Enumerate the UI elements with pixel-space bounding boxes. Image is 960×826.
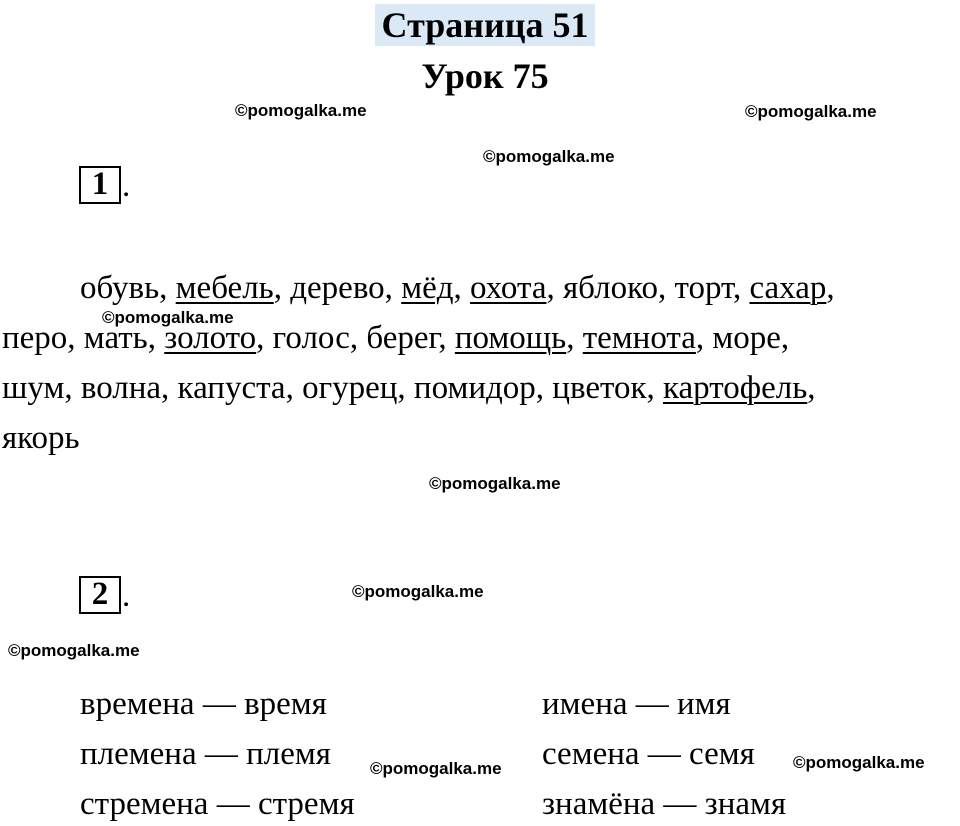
exercise-2-number-dot: . [122,578,131,614]
watermark: ©pomogalka.me [745,102,877,121]
word-text: , [566,320,583,356]
watermark: ©pomogalka.me [793,753,925,772]
underlined-word: картофель [663,370,808,406]
underlined-word: помощь [454,320,567,356]
word-pair-left: времена — время [80,686,327,722]
word-text: шум, волна, капуста, огурец, помидор, цветок, [2,370,663,406]
word-pair-left: племена — племя [80,736,331,772]
word-text: якорь [2,420,80,456]
watermark: ©pomogalka.me [102,308,234,327]
word-pair-right: имена — имя [542,686,731,722]
exercise-2-number: 2 [79,576,121,614]
word-text: , яблоко, торт, [546,270,750,306]
underlined-word: охота [470,270,547,306]
exercise-1-line-2 [2,318,789,358]
watermark: ©pomogalka.me [352,582,484,601]
exercise-1-line-1 [80,268,835,308]
word-text: , [826,270,835,306]
underlined-word: сахар [749,270,827,306]
lesson-title: Урок 75 [421,56,549,96]
exercise-1-line-3 [2,368,816,408]
word-text: , море, [695,320,790,356]
exercise-1-number-dot: . [122,168,131,204]
word-text: , [807,370,816,406]
underlined-word: мебель [175,270,274,306]
page-title: Страница 51 [375,4,595,46]
word-pair-left: стремена — стремя [80,786,355,822]
watermark: ©pomogalka.me [483,147,615,166]
exercise-1-number: 1 [79,166,121,204]
word-text: , [453,270,471,306]
word-text: обувь, [80,270,176,306]
word-pair-right: знамёна — знамя [542,786,787,822]
exercise-1-line-4 [2,418,80,458]
underlined-word: темнота [582,320,696,356]
word-text: , голос, берег, [256,320,455,356]
underlined-word: золото [164,320,257,356]
watermark: ©pomogalka.me [235,101,367,120]
word-pair-right: семена — семя [542,736,755,772]
word-text: , дерево, [273,270,402,306]
word-text: перо, мать, [2,320,165,356]
underlined-word: мёд [401,270,454,306]
watermark: ©pomogalka.me [429,474,561,493]
watermark: ©pomogalka.me [8,641,140,660]
watermark: ©pomogalka.me [370,759,502,778]
